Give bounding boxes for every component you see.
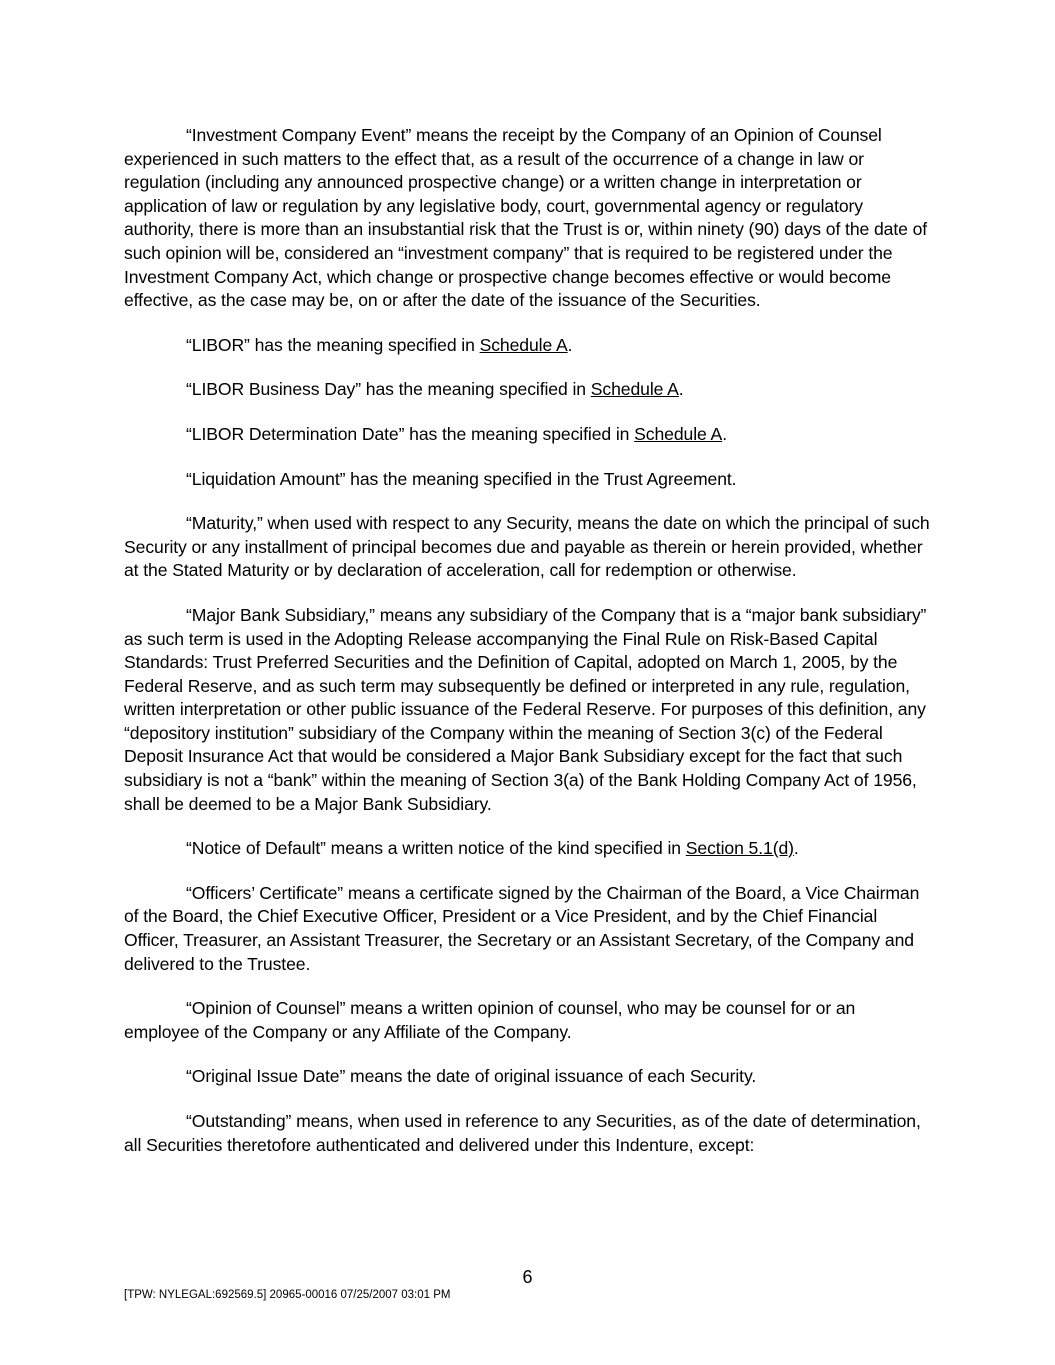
definition-text: . — [567, 334, 573, 355]
cross-reference-link: Schedule A — [634, 423, 723, 444]
definition-text: “LIBOR Business Day” has the meaning specified in — [186, 379, 591, 400]
cross-reference-link: Schedule A — [590, 379, 679, 400]
cross-reference-link: Schedule A — [479, 334, 568, 355]
document-body — [124, 124, 932, 1157]
definition-original-issue-date: “Original Issue Date” means the date of original issuance of each Security. — [186, 1066, 757, 1087]
definition-text: . — [793, 838, 799, 859]
definition-libor — [124, 334, 932, 358]
definition-maturity: “Maturity,” when used with respect to any Security, means the date on which the principal of such Security or any installment of principal becomes due and payable as therein or herein provided, whether at the Stated Maturity or by declaration of acceleration, call for redemption or otherwise. — [124, 513, 930, 581]
definition-liquidation-amount: “Liquidation Amount” has the meaning specified in the Trust Agreement. — [186, 468, 737, 489]
definition-text: “LIBOR Determination Date” has the meaning specified in — [186, 423, 635, 444]
definition-libor-business-day — [124, 378, 932, 402]
definition-libor-determination-date — [124, 423, 932, 447]
definition-investment-company-event: “Investment Company Event” means the receipt by the Company of an Opinion of Counsel experienced in such matters to the effect that, as a result of the occurrence of a change in law or regulation (including any announced prospective change) or a written change in interpretation or application of law or regulation by any legislative body, court, governmental agency or regulatory authority, there is more than an insubstantial risk that the Trust is or, within ninety (90) days of the date of such opinion will be, considered an “investment company” that is required to be registered under the Investment Company Act, which change or prospective change becomes effective or would become effective, as the case may be, on or after the date of the issuance of the Securities. — [124, 125, 928, 311]
definition-major-bank-subsidiary: “Major Bank Subsidiary,” means any subsidiary of the Company that is a “major bank subsidiary” as such term is used in the Adopting Release accompanying the Final Rule on Risk-Based Capital Standards: Trust Preferred Securities and the Definition of Capital, adopted on March 1, 2005, by the Federal Reserve, and as such term may subsequently be defined or interpreted in any rule, regulation, written interpretation or other public issuance of the Federal Reserve. For purposes of this definition, any “depository institution” subsidiary of the Company within the meaning of Section 3(c) of the Federal Deposit Insurance Act that would be considered a Major Bank Subsidiary except for the fact that such subsidiary is not a “bank” within the meaning of Section 3(a) of the Bank Holding Company Act of 1956, shall be deemed to be a Major Bank Subsidiary. — [124, 604, 927, 814]
definition-text: . — [678, 379, 684, 400]
page-number: 6 — [522, 1267, 533, 1287]
cross-reference-link: Section 5.1(d) — [685, 838, 794, 859]
definition-text: “Notice of Default” means a written notice of the kind specified in — [186, 838, 686, 859]
definition-opinion-of-counsel: “Opinion of Counsel” means a written opinion of counsel, who may be counsel for or an employee of the Company or any Affiliate of the Company. — [124, 998, 856, 1042]
definition-text: “LIBOR” has the meaning specified in — [186, 334, 480, 355]
definition-notice-of-default — [124, 837, 932, 861]
definition-officers-certificate: “Officers’ Certificate” means a certificate signed by the Chairman of the Board, a Vice Chairman of the Board, the Chief Executive Officer, President or a Vice President, and by the Chief Financial Officer, Treasurer, an Assistant Treasurer, the Secretary or an Assistant Secretary, of the Company and delivered to the Trustee. — [124, 882, 920, 974]
definition-text: . — [722, 423, 727, 444]
definition-outstanding: “Outstanding” means, when used in reference to any Securities, as of the date of determination, all Securities theretofore authenticated and delivered under this Indenture, except: — [124, 1111, 921, 1155]
document-footer-id: [TPW: NYLEGAL:692569.5] 20965-00016 07/25/2007 03:01 PM — [124, 1289, 451, 1301]
